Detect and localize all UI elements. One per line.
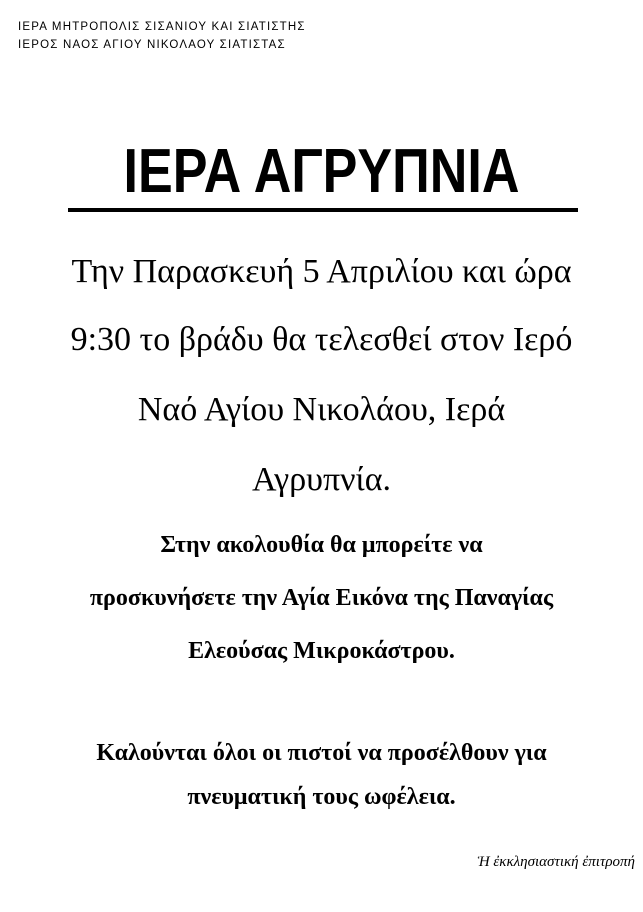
signature: Ἡ ἐκκλησιαστική ἐπιτροπή (477, 854, 635, 870)
invitation-line: Καλούνται όλοι οι πιστοί να προσέλθουν για (96, 740, 547, 766)
announcement-line: Την Παρασκευή 5 Απριλίου και ώρα (71, 253, 572, 290)
announcement-line: Αγρυπνία. (251, 461, 392, 498)
page-title: ΙΕΡΑ ΑΓΡΥΠΝΙΑ (123, 137, 520, 206)
announcement-line: 9:30 το βράδυ θα τελεσθεί στον Ιερό (70, 321, 573, 358)
icon-notice-line: Στην ακολουθία θα μπορείτε να (160, 532, 483, 558)
announcement-line: Ναό Αγίου Νικολάου, Ιερά (137, 391, 506, 428)
title-underline (68, 208, 578, 212)
icon-notice-line: Ελεούσας Μικροκάστρου. (188, 638, 455, 664)
header-church-line: ΙΕΡΟΣ ΝΑΟΣ ΑΓΙΟΥ ΝΙΚΟΛΑΟΥ ΣΙΑΤΙΣΤΑΣ (18, 39, 286, 51)
header-metropolis-line: ΙΕΡΑ ΜΗΤΡΟΠΟΛΙΣ ΣΙΣΑΝΙΟΥ ΚΑΙ ΣΙΑΤΙΣΤΗΣ (18, 21, 306, 33)
invitation-line: πνευματική τους ωφέλεια. (187, 784, 456, 810)
icon-notice-line: προσκυνήσετε την Αγία Εικόνα της Παναγίας (89, 585, 554, 611)
